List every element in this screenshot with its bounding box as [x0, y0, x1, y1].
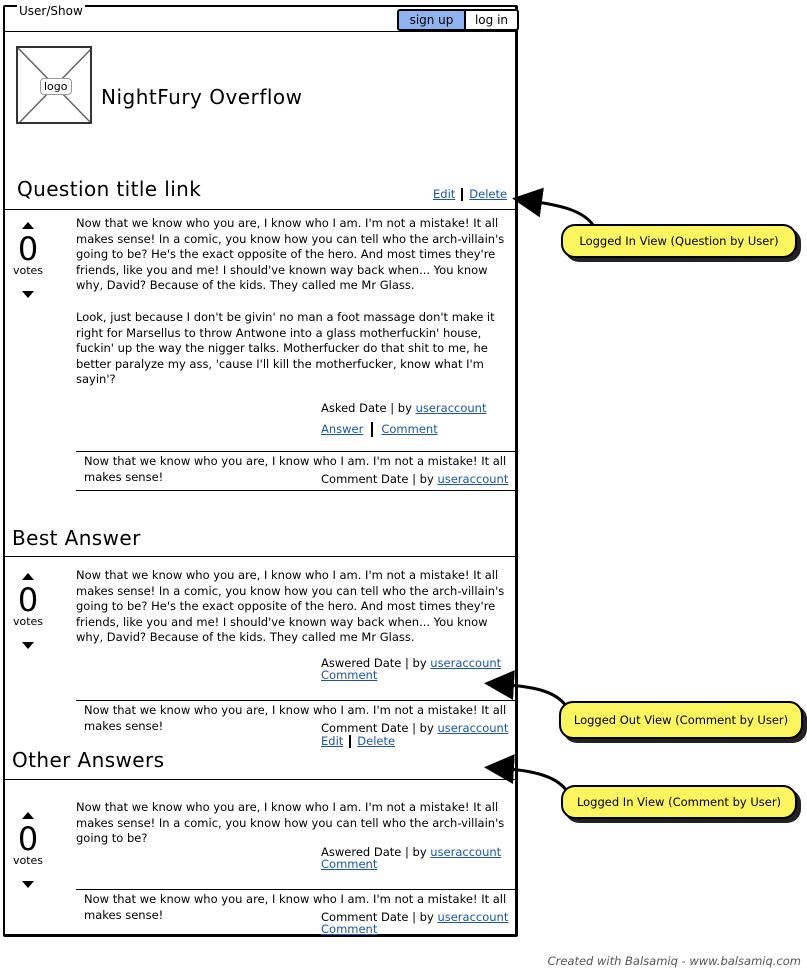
best-answer-divider — [5, 556, 517, 557]
other-answer-comment-comment-action — [321, 923, 377, 935]
question-comment-link[interactable]: Comment — [381, 422, 438, 436]
asked-date-label: Asked Date | by — [321, 401, 412, 415]
question-comment-meta — [321, 473, 508, 485]
best-answer-comment-user-link[interactable]: useraccount — [437, 721, 509, 735]
upvote-arrow-icon[interactable] — [22, 573, 34, 580]
comment-delete-link[interactable]: Delete — [357, 734, 396, 748]
best-answer-comment-action — [321, 669, 377, 681]
downvote-arrow-icon[interactable] — [22, 291, 34, 298]
question-title-link[interactable]: Question title link — [17, 177, 202, 201]
question-body-paragraph-2: Look, just because I don't be givin' no man a foot massage don't make it right for Marsellus to throw Antwone into a glass motherfuckin' house, fuckin' up the way the nigger talks. Motherfucker do that shit to me, he better paralyze my ass, 'cause I'll kill the motherfucker, know what I'm sayin'? — [76, 310, 495, 387]
question-edit-link[interactable]: Edit — [433, 187, 456, 201]
comment-date-label: Comment Date | by — [321, 472, 434, 486]
question-vote-widget — [11, 222, 45, 298]
other-answer-comment-action — [321, 858, 377, 870]
other-answer-comment-user-link[interactable]: useraccount — [437, 910, 509, 924]
note-logged-out-comment: Logged Out View (Comment by User) — [559, 701, 803, 739]
downvote-arrow-icon[interactable] — [22, 642, 34, 649]
other-answers-heading: Other Answers — [12, 748, 165, 772]
answered-date-label: Aswered Date | by — [321, 656, 427, 670]
note-logged-in-question: Logged In View (Question by User) — [561, 224, 797, 258]
other-answer-user-link[interactable]: useraccount — [430, 845, 502, 859]
downvote-arrow-icon[interactable] — [22, 881, 34, 888]
question-delete-link[interactable]: Delete — [469, 187, 508, 201]
separator — [461, 188, 463, 201]
balsamiq-footer: Created with Balsamiq - www.balsamiq.com — [547, 954, 801, 968]
best-answer-comment-text: Now that we know who you are, I know who I am. I'm not a mistake! It all makes sense! — [84, 703, 507, 733]
other-answer-body: Now that we know who you are, I know who I am. I'm not a mistake! It all makes sense! In a comic, you know how you can tell who the arch-villain's going to be? — [76, 800, 505, 846]
question-user-link[interactable]: useraccount — [415, 401, 487, 415]
best-answer-body: Now that we know who you are, I know who I am. I'm not a mistake! It all makes sense! In a comic, you know how you can tell who the arch-villain's going to be? He's the exact opposite of the hero. And most times they're friends, like you and me! I should've known way back when... You know why, David? Because of the kids. They called me Mr Glass. — [76, 568, 505, 645]
other-answer-vote-widget — [11, 812, 45, 888]
other-answer-comment-link[interactable]: Comment — [321, 857, 378, 871]
question-divider — [5, 209, 517, 210]
question-actions — [433, 188, 507, 201]
comment-date-label: Comment Date | by — [321, 910, 434, 924]
note-logged-in-comment: Logged In View (Comment by User) — [561, 785, 797, 819]
best-answer-comment-link[interactable]: Comment — [321, 668, 378, 682]
answered-date-label: Aswered Date | by — [321, 845, 427, 859]
upvote-arrow-icon[interactable] — [22, 222, 34, 229]
best-answer-comment-actions — [321, 735, 395, 748]
question-body-paragraph-1: Now that we know who you are, I know who I am. I'm not a mistake! It all makes sense! In a comic, you know how you can tell who the arch-villain's going to be? He's the exact opposite of the hero. And most times they're friends, like you and me! I should've known way back when... You know why, David? Because of the kids. They called me Mr Glass. — [76, 216, 505, 293]
sign-up-button[interactable]: sign up — [397, 9, 465, 31]
upvote-arrow-icon[interactable] — [22, 812, 34, 819]
vote-count: 0 — [17, 230, 39, 268]
votes-label: votes — [12, 615, 44, 628]
question-answer-actions — [321, 422, 438, 437]
logo-image — [16, 46, 92, 124]
logo-label: logo — [40, 78, 72, 95]
comment-date-label: Comment Date | by — [321, 721, 434, 735]
vote-count: 0 — [17, 581, 39, 619]
best-answer-user-link[interactable]: useraccount — [430, 656, 502, 670]
vote-count: 0 — [17, 820, 39, 858]
other-answer-comment-comment-link[interactable]: Comment — [321, 922, 378, 936]
other-answers-divider — [5, 779, 517, 780]
votes-label: votes — [12, 264, 44, 277]
separator — [371, 422, 373, 437]
separator — [349, 735, 351, 748]
question-comment-text: Now that we know who you are, I know who I am. I'm not a mistake! It all makes sense! — [84, 454, 507, 484]
question-asked-meta — [321, 402, 486, 414]
comment-edit-link[interactable]: Edit — [321, 734, 344, 748]
header-divider — [5, 31, 517, 32]
site-title: NightFury Overflow — [101, 85, 303, 109]
frame-label: User/Show — [19, 4, 83, 18]
question-comment-user-link[interactable]: useraccount — [437, 472, 509, 486]
votes-label: votes — [12, 854, 44, 867]
best-answer-vote-widget — [11, 573, 45, 649]
other-answer-comment-text: Now that we know who you are, I know who I am. I'm not a mistake! It all makes sense! — [84, 892, 507, 922]
best-answer-heading: Best Answer — [12, 526, 141, 550]
log-in-button[interactable]: log in — [465, 9, 519, 31]
auth-buttons — [397, 9, 519, 31]
best-answer-comment-meta — [321, 722, 508, 734]
answer-link[interactable]: Answer — [321, 422, 364, 436]
